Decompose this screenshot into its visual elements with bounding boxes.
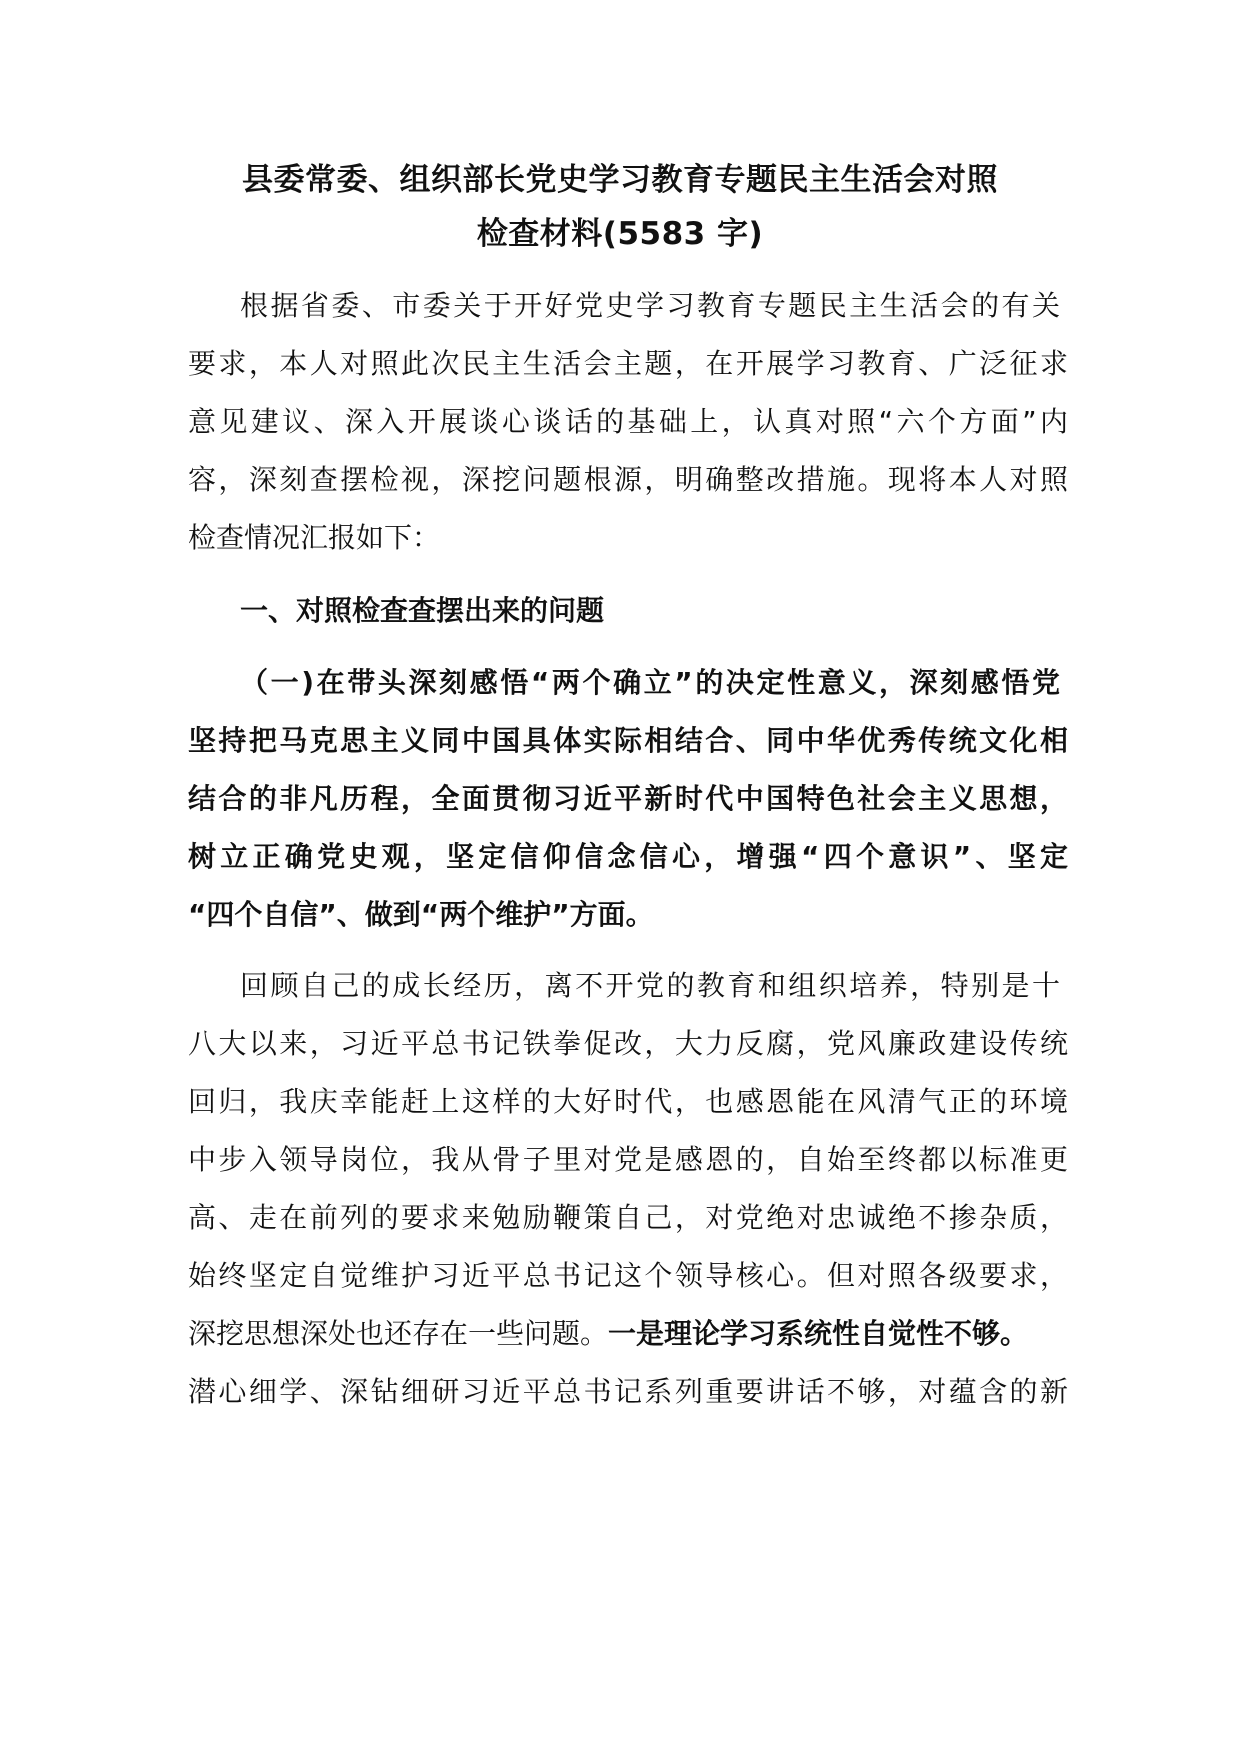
subsection-heading-line-1: （一)在带头深刻感悟“两个确立”的决定性意义，深刻感悟党 [240,666,1060,699]
body-paragraph-line-3: 回归，我庆幸能赶上这样的大好时代，也感恩能在风清气正的环境 [188,1085,1068,1118]
subsection-heading-line-4: 树立正确党史观，坚定信仰信念信心，增强“四个意识”、坚定 [188,840,1068,873]
body-paragraph-line-5: 高、走在前列的要求来勉励鞭策自己，对党绝对忠诚绝不掺杂质， [188,1201,1068,1234]
body-line-7-text: 深挖思想深处也还存在一些问题。 [188,1317,609,1350]
document-title-line-2: 检查材料(5583 字) [476,216,764,252]
intro-paragraph-line-3: 意见建议、深入开展谈心谈话的基础上，认真对照“六个方面”内 [188,405,1068,438]
intro-paragraph-line-1: 根据省委、市委关于开好党史学习教育专题民主生活会的有关 [240,289,1060,322]
subsection-heading-line-3: 结合的非凡历程，全面贯彻习近平新时代中国特色社会主义思想， [188,782,1068,815]
body-paragraph-line-4: 中步入领导岗位，我从骨子里对党是感恩的，自始至终都以标准更 [188,1143,1068,1176]
body-paragraph-line-8: 潜心细学、深钻细研习近平总书记系列重要讲话不够，对蕴含的新 [188,1375,1068,1408]
intro-paragraph-line-4: 容，深刻查摆检视，深挖问题根源，明确整改措施。现将本人对照 [188,463,1068,496]
body-paragraph-line-7 [188,1314,1088,1354]
intro-paragraph-line-5: 检查情况汇报如下： [188,521,441,554]
subsection-heading-line-2: 坚持把马克思主义同中国具体实际相结合、同中华优秀传统文化相 [188,724,1068,757]
emphasis-point-one: 一是理论学习系统性自觉性不够。 [608,1317,1029,1350]
subsection-heading-line-5: “四个自信”、做到“两个维护”方面。 [188,898,654,931]
section-heading: 一、对照检查查摆出来的问题 [240,594,605,627]
intro-paragraph-line-2: 要求，本人对照此次民主生活会主题，在开展学习教育、广泛征求 [188,347,1068,380]
body-paragraph-line-1: 回顾自己的成长经历，离不开党的教育和组织培养，特别是十 [240,969,1060,1002]
document-title-line-1: 县委常委、组织部长党史学习教育专题民主生活会对照 [242,162,998,198]
body-paragraph-line-6: 始终坚定自觉维护习近平总书记这个领导核心。但对照各级要求， [188,1259,1068,1292]
body-paragraph-line-2: 八大以来，习近平总书记铁拳促改，大力反腐，党风廉政建设传统 [188,1027,1068,1060]
